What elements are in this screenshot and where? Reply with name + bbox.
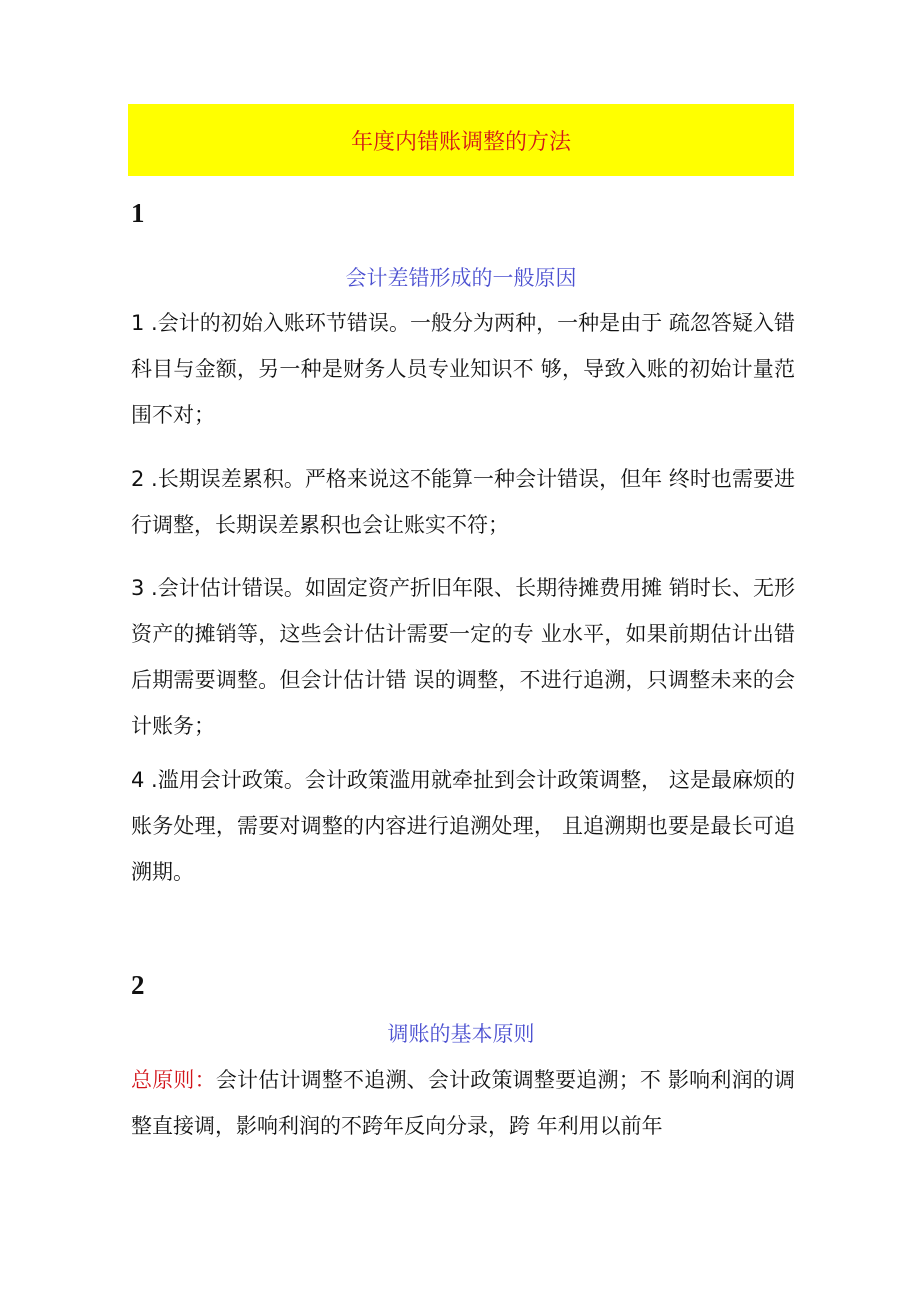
- principle-label: 总原则：: [131, 1068, 216, 1092]
- section-1-heading: 会计差错形成的一般原因: [345, 266, 577, 290]
- document-title: 年度内错账调整的方法: [350, 129, 571, 155]
- section-1-item-2: 2 .长期误差累积。严格来说这不能算一种会计错误，但年 终时也需要进行调整，长期误差累积也会让账实不符；: [131, 467, 795, 537]
- section-1-number: 1: [131, 198, 145, 228]
- title-banner: [128, 104, 794, 176]
- section-2-principle: [131, 1057, 795, 1149]
- section-1-item-1: 1 .会计的初始入账环节错误。一般分为两种，一种是由于 疏忽答疑入错科目与金额，另一种是财务人员专业知识不 够，导致入账的初始计量范围不对；: [131, 311, 795, 427]
- section-1-item-4: 4 .滥用会计政策。会计政策滥用就牵扯到会计政策调整， 这是最麻烦的账务处理，需要对调整的内容进行追溯处理， 且追溯期也要是最长可追溯期。: [131, 768, 795, 884]
- section-2-number: 2: [131, 970, 145, 1000]
- section-2-heading: 调账的基本原则: [387, 1022, 535, 1046]
- principle-text: 会计估计调整不追溯、会计政策调整要追溯；不 影响利润的调整直接调，影响利润的不跨年反向分录，跨 年利用以前年: [131, 1068, 795, 1138]
- section-1-item-3: 3 .会计估计错误。如固定资产折旧年限、长期待摊费用摊 销时长、无形资产的摊销等，这些会计估计需要一定的专 业水平，如果前期估计出错后期需要调整。但会计估计错 误的调整，不进行追溯，只调整未来的会计账务；: [131, 576, 795, 738]
